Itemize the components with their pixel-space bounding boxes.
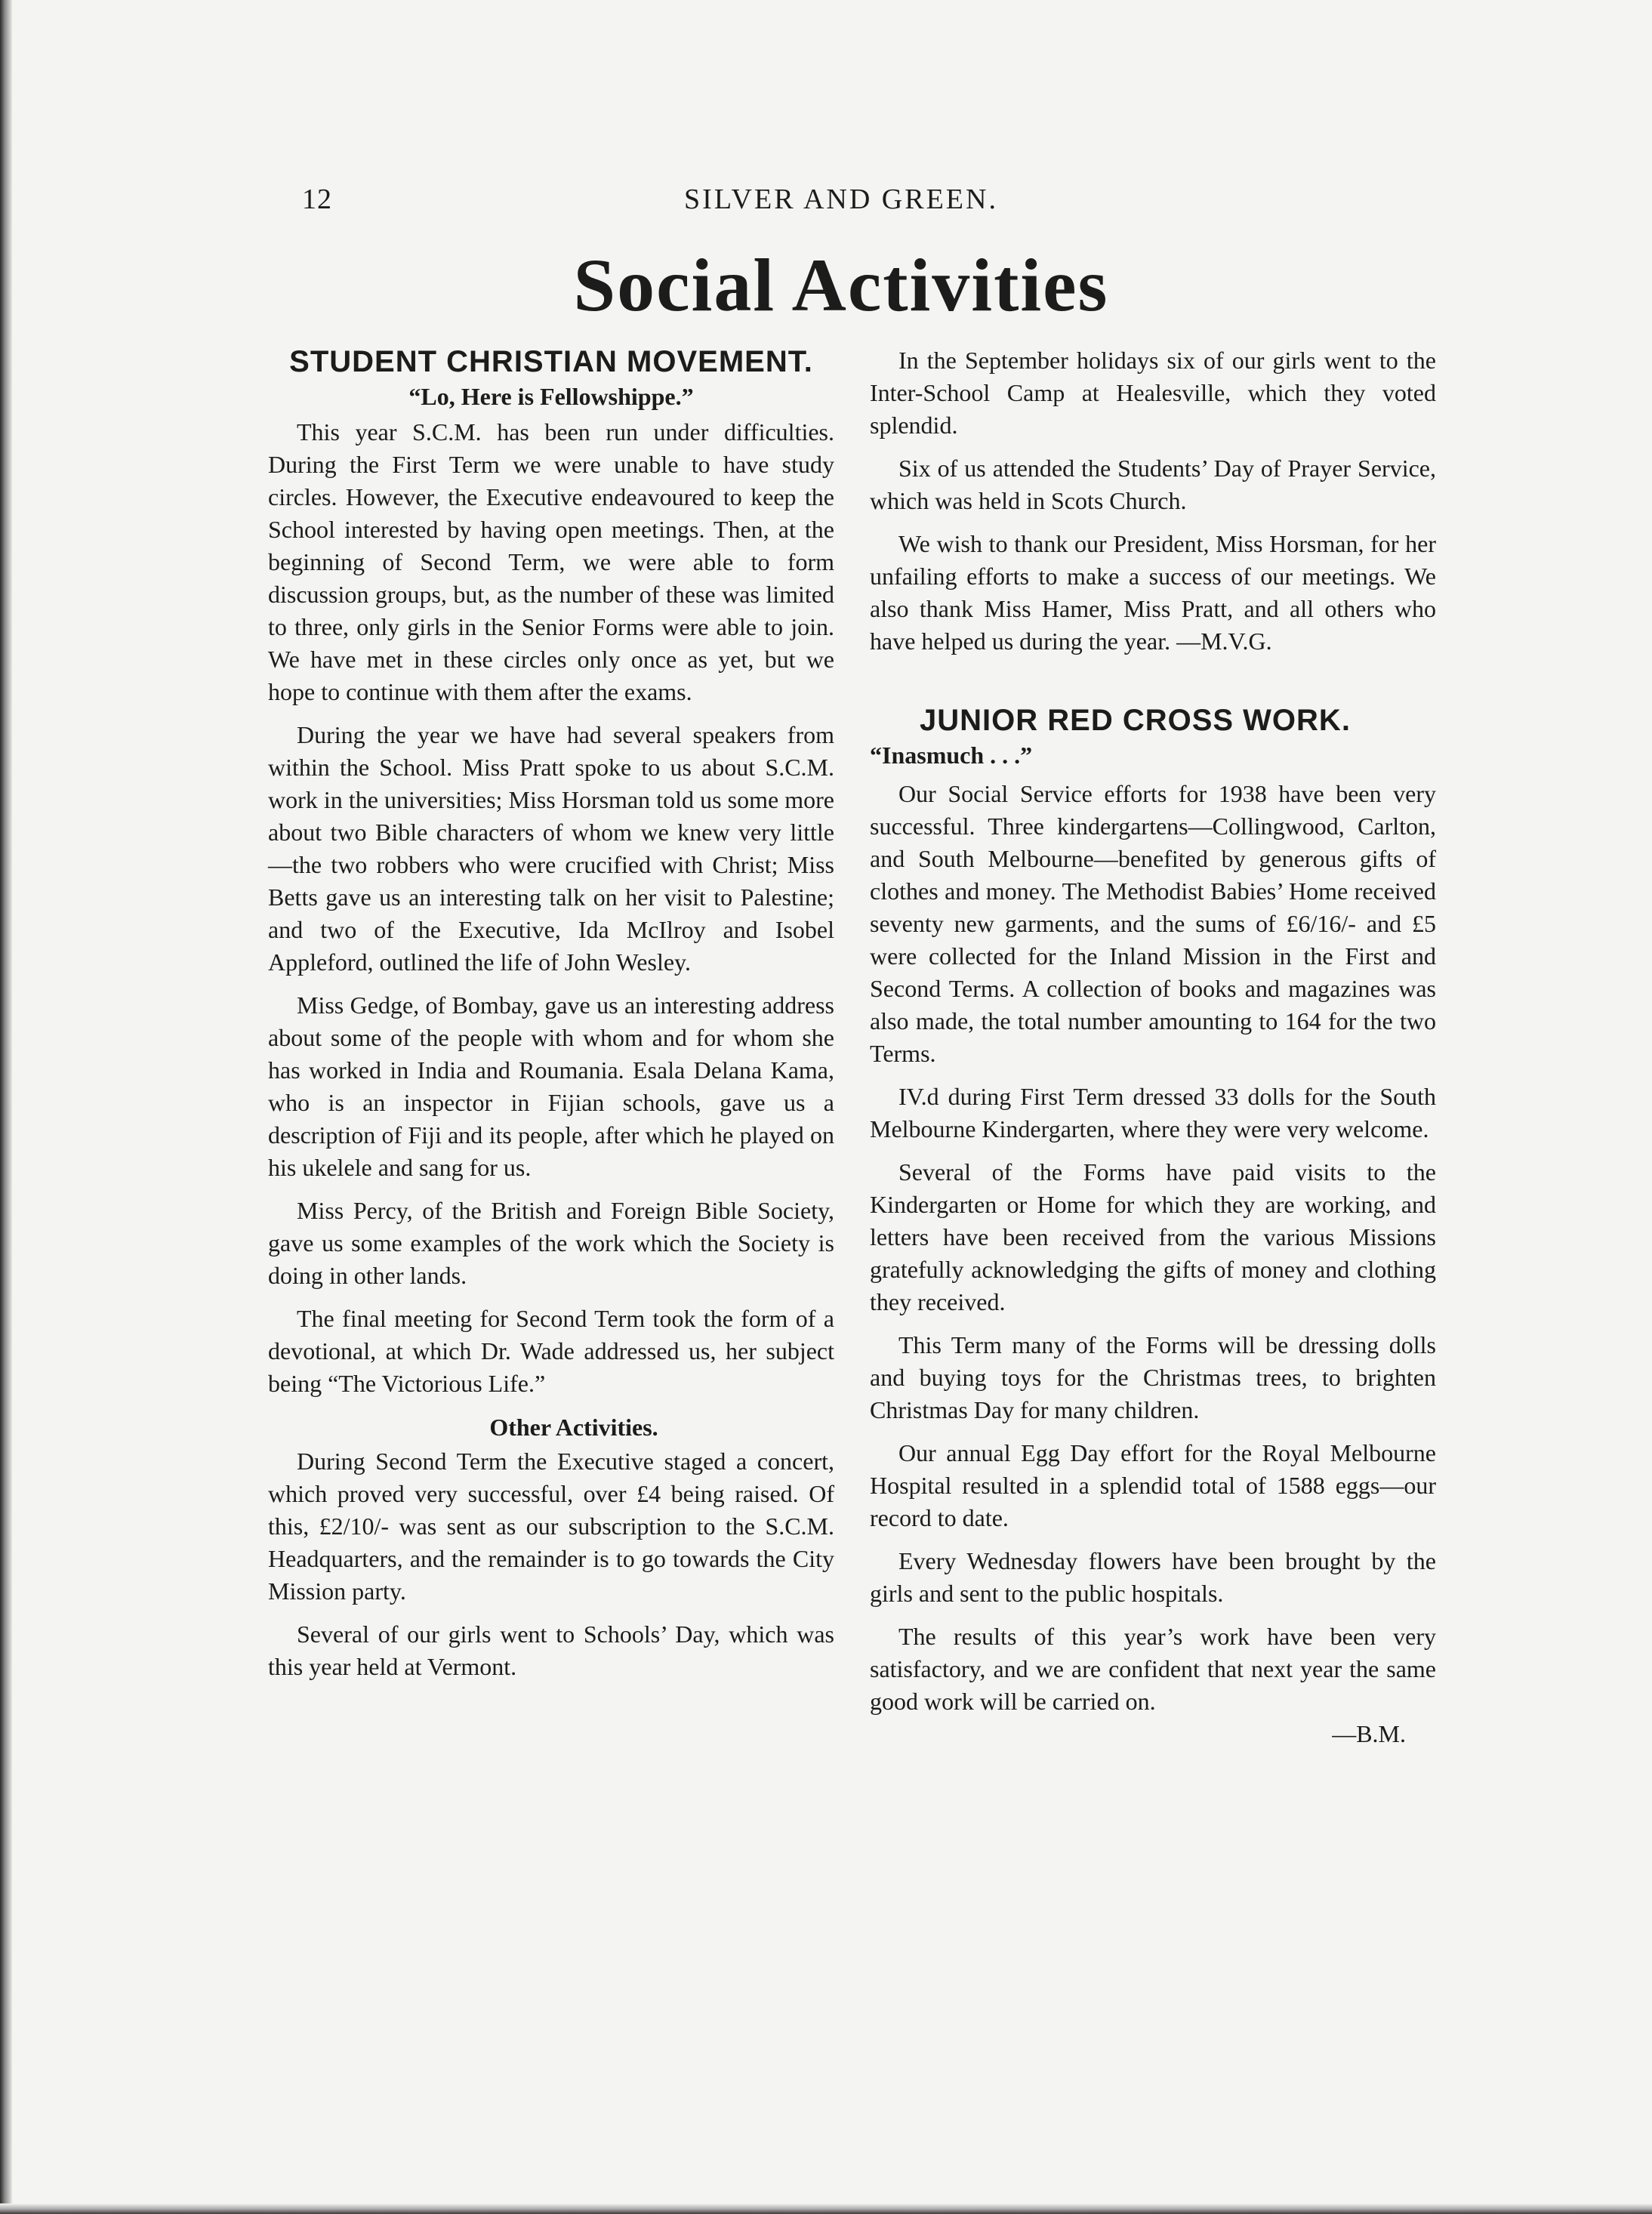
running-head: SILVER AND GREEN. [684, 183, 998, 215]
scm-paragraph: Miss Gedge, of Bombay, gave us an interesting address about some of the people with whom and for whom she has worked in India and Roumania. Esala Delana Kama, who is an inspector in Fijian schools, gave us a description of Fiji and its people, after which he played on his ukelele and sang for us. [268, 991, 834, 1181]
page-title: Social Activities [573, 243, 1109, 327]
scm-paragraph: Miss Percy, of the British and Foreign Bible Society, gave us some examples of the work which the Society is doing in other lands. [268, 1197, 834, 1289]
left-column [268, 344, 834, 1694]
other-activities-heading: Other Activities. [489, 1414, 658, 1441]
scm-closing-text: We wish to thank our President, Miss Horsman, for her unfailing efforts to make a success of our meetings. We also thank Miss Hamer, Miss Pratt, and all others who have helped us during the year. [870, 530, 1436, 655]
page-number: 12 [302, 183, 332, 215]
jrc-heading: JUNIOR RED CROSS WORK. [920, 704, 1351, 737]
scm-closing-paragraph [870, 528, 1436, 658]
jrc-signature-line [870, 1718, 1436, 1750]
other-activities-paragraph: Six of us attended the Students’ Day of Prayer Service, which was held in Scots Church. [870, 455, 1436, 514]
jrc-signature: —B.M. [1332, 1720, 1406, 1747]
jrc-paragraph: IV.d during First Term dressed 33 dolls for the South Melbourne Kindergarten, where they were very welcome. [870, 1083, 1436, 1142]
scm-motto: “Lo, Here is Fellowshippe.” [408, 383, 694, 410]
scan-edge-bottom [0, 2203, 1652, 2214]
other-activities-paragraph: Several of our girls went to Schools’ Day, which was this year held at Vermont. [268, 1620, 834, 1680]
jrc-paragraph: Our Social Service efforts for 1938 have been very successful. Three kindergartens—Collingwood, Carlton, and South Melbourne—benefited by generous gifts of clothes and money. The Methodist Babies’ Home received seventy new garments, and the sums of £6/16/- and £5 were collected for the Inland Mission in the First and Second Terms. A collection of books and magazines was also made, the total number amounting to 164 for the two Terms. [870, 780, 1436, 1067]
scm-paragraph: The final meeting for Second Term took the form of a devotional, at which Dr. Wade addressed us, her subject being “The Victorious Life.” [268, 1305, 834, 1397]
scm-paragraph: During the year we have had several speakers from within the School. Miss Pratt spoke to us about S.C.M. work in the universities; Miss Horsman told us some more about two Bible characters of whom we knew very little—the two robbers who were crucified with Christ; Miss Betts gave us an interesting talk on her visit to Palestine; and two of the Executive, Ida McIlroy and Isobel Appleford, outlined the life of John Wesley. [268, 721, 834, 976]
scm-heading: STUDENT CHRISTIAN MOVEMENT. [289, 345, 813, 378]
jrc-motto: “Inasmuch . . .” [870, 742, 1033, 769]
jrc-closing-paragraph: The results of this year’s work have been very satisfactory, and we are confident that next year the same good work will be carried on. [870, 1623, 1436, 1715]
jrc-paragraph: This Term many of the Forms will be dressing dolls and buying toys for the Christmas trees, to brighten Christmas Day for many children. [870, 1331, 1436, 1423]
scan-edge-left [0, 0, 12, 2214]
other-activities-paragraph: During Second Term the Executive staged a concert, which proved very successful, over £4 being raised. Of this, £2/10/- was sent as our subscription to the S.C.M. Headquarters, and the remainder is to go towards the City Mission party. [268, 1448, 834, 1605]
jrc-paragraph: Our annual Egg Day effort for the Royal Melbourne Hospital resulted in a splendid total of 1588 eggs—our record to date. [870, 1439, 1436, 1531]
scm-signature: —M.V.G. [1176, 628, 1272, 655]
jrc-paragraph: Every Wednesday flowers have been brought by the girls and sent to the public hospitals. [870, 1547, 1436, 1607]
other-activities-paragraph: In the September holidays six of our girls went to the Inter-School Camp at Healesville, which they voted splendid. [870, 347, 1436, 439]
right-column [870, 344, 1436, 1750]
scm-paragraph: This year S.C.M. has been run under difficulties. During the First Term we were unable to have study circles. However, the Executive endeavoured to keep the School interested by having open meetings. Then, at the beginning of Second Term, we were able to form discussion groups, but, as the number of these was limited to three, only girls in the Senior Forms were able to join. We have met in these circles only once as yet, but we hope to continue with them after the exams. [268, 418, 834, 705]
jrc-paragraph: Several of the Forms have paid visits to the Kindergarten or Home for which they are working, and letters have been received from the various Missions gratefully acknowledging the gifts of money and clothing they received. [870, 1158, 1436, 1315]
